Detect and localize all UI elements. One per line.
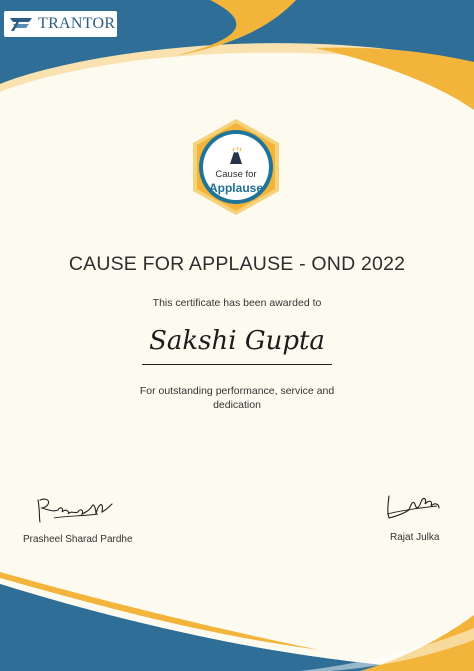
signature-right [383, 490, 443, 524]
logo-text: TRANTOR [38, 15, 116, 32]
signatory-left-name: Prasheel Sharad Pardhe [23, 534, 133, 545]
recipient-underline [142, 364, 332, 365]
awarded-text: This certificate has been awarded to [152, 297, 322, 309]
signatory-right-name: Rajat Julka [390, 532, 440, 543]
trantor-logo-icon [9, 15, 33, 33]
certificate-title: CAUSE FOR APPLAUSE - OND 2022 [68, 253, 406, 275]
badge-line1: Cause for [215, 169, 257, 180]
badge-line2: Applause [208, 181, 263, 195]
award-reason: For outstanding performance, service and dedication [139, 385, 335, 411]
signature-left [34, 492, 116, 526]
trantor-logo [4, 11, 117, 37]
applause-badge [186, 118, 286, 216]
recipient-name: Sakshi Gupta [149, 326, 325, 356]
